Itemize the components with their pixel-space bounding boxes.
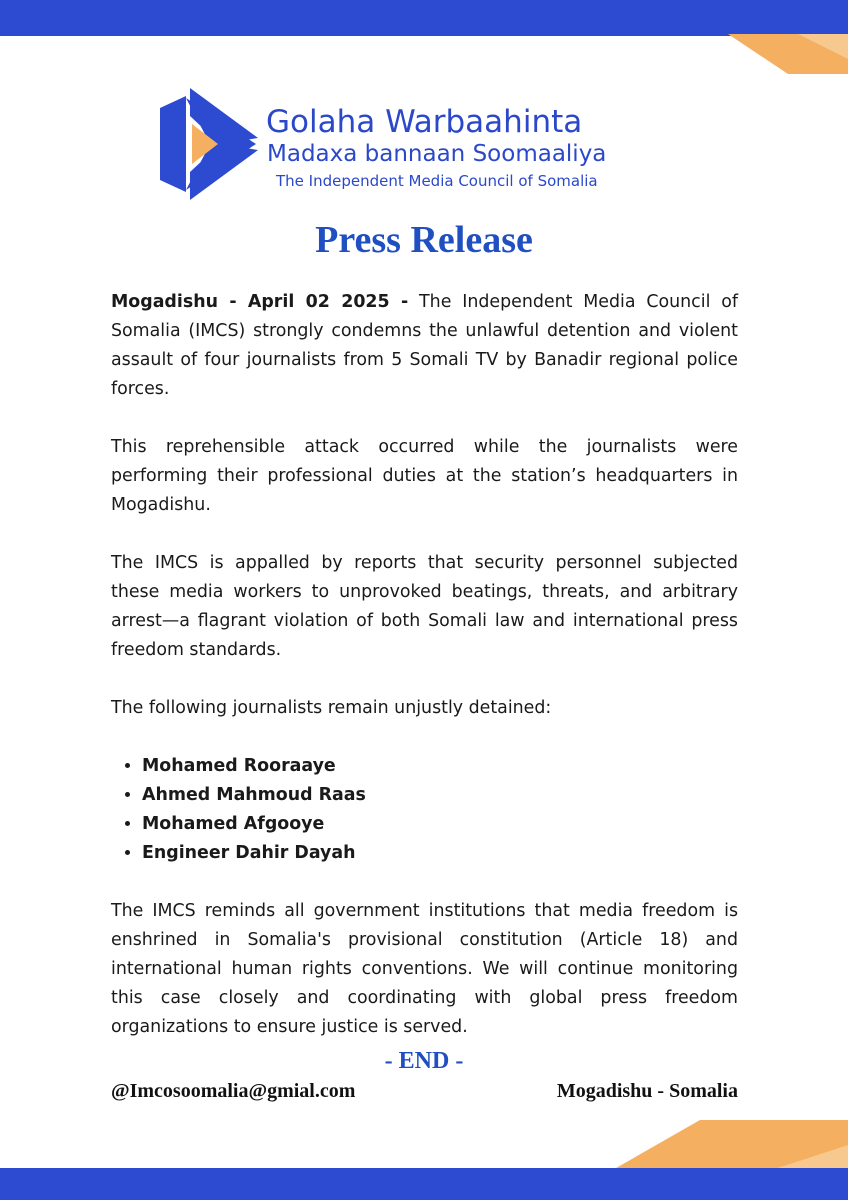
logo-line-2: Madaxa bannaan Soomaaliya (267, 141, 607, 167)
page-title: Press Release (315, 219, 533, 261)
logo-line-1: Golaha Warbaahinta (266, 104, 583, 140)
bottom-banner-bar (0, 1168, 848, 1200)
footer-location: Mogadishu - Somalia (556, 1080, 738, 1102)
top-corner-decoration (728, 34, 848, 74)
list-item: • Engineer Dahir Dayah (142, 839, 738, 868)
detained-journalists-list (111, 752, 738, 868)
council-logo (160, 86, 680, 202)
list-item: • Mohamed Afgooye (142, 810, 738, 839)
paragraph-4: The following journalists remain unjustly detained: (111, 698, 552, 718)
paragraph-1 (111, 288, 738, 404)
list-item: • Mohamed Rooraaye (142, 752, 738, 781)
paragraph-3: The IMCS is appalled by reports that security personnel subjected these media workers to unprovoked beatings, threats, and arbitrary arrest—a flagrant violation of both Somali law and international press freedom standards. (111, 553, 738, 660)
dateline: Mogadishu - April 02 2025 - (111, 292, 409, 312)
paragraph-2: This reprehensible attack occurred while the journalists were performing their professional duties at the station’s headquarters in Mogadishu. (111, 437, 738, 515)
play-triangle-logo-icon (160, 86, 260, 202)
logo-line-3: The Independent Media Council of Somalia (276, 172, 598, 190)
contact-email: @Imcosoomalia@gmial.com (111, 1080, 356, 1102)
top-banner-bar (0, 0, 848, 36)
list-item: • Ahmed Mahmoud Raas (142, 781, 738, 810)
end-marker: - END - (384, 1048, 464, 1074)
paragraph-5: The IMCS reminds all government institutions that media freedom is enshrined in Somalia's provisional constitution (Article 18) and international human rights conventions. We will continue monitoring this case closely and coordinating with global press freedom organizations to ensure justice is served. (111, 901, 738, 1037)
press-release-body (111, 288, 738, 1071)
paragraph-1-text: The Independent Media Council of Somalia (IMCS) strongly condemns the unlawful detention and violent assault of four journalists from 5 Somali TV by Banadir regional police forces. (111, 292, 738, 399)
